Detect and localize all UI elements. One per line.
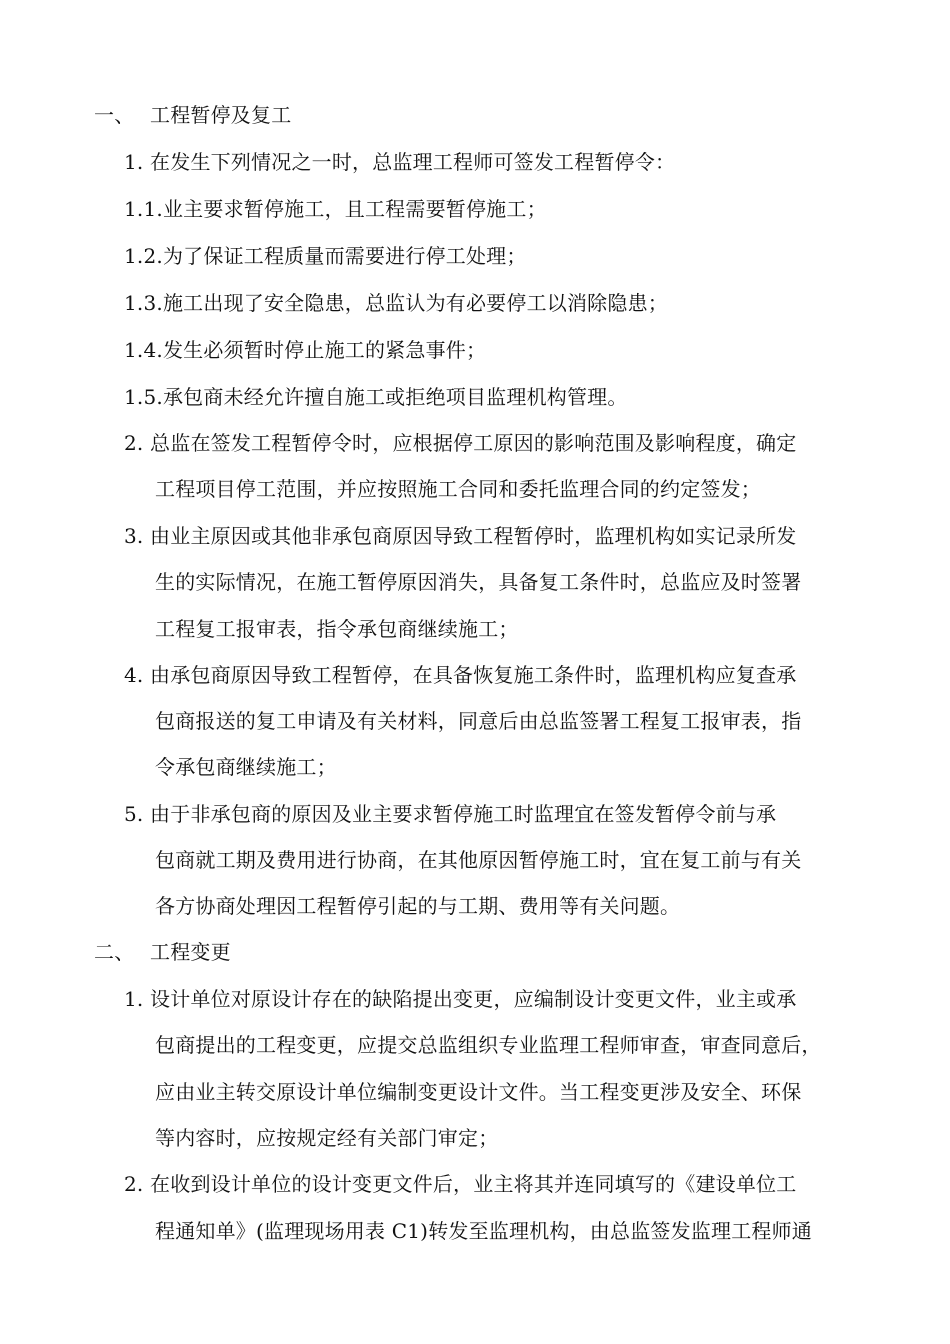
section-title: 工程暂停及复工 bbox=[150, 103, 292, 127]
paragraph-line: 包商就工期及费用进行协商，在其他原因暂停施工时，宜在复工前与有关 bbox=[155, 848, 802, 872]
paragraph-line: 3. 由业主原因或其他非承包商原因导致工程暂停时，监理机构如实记录所发 bbox=[124, 524, 797, 548]
paragraph-line: 程通知单》(监理现场用表 C1)转发至监理机构，由总监签发监理工程师通 bbox=[155, 1219, 812, 1243]
section-number: 二、 bbox=[94, 940, 135, 964]
paragraph-line: 包商提出的工程变更，应提交总监组织专业监理工程师审查，审查同意后， bbox=[155, 1033, 822, 1057]
paragraph-line: 1.1.业主要求暂停施工，且工程需要暂停施工； bbox=[124, 197, 547, 221]
paragraph-line: 应由业主转交原设计单位编制变更设计文件。当工程变更涉及安全、环保 bbox=[155, 1080, 802, 1104]
paragraph-line: 1. 设计单位对原设计存在的缺陷提出变更，应编制设计变更文件，业主或承 bbox=[124, 987, 797, 1011]
paragraph-line: 包商报送的复工申请及有关材料，同意后由总监签署工程复工报审表，指 bbox=[155, 709, 802, 733]
paragraph-line: 4. 由承包商原因导致工程暂停，在具备恢复施工条件时，监理机构应复查承 bbox=[124, 663, 797, 687]
section-number: 一、 bbox=[94, 103, 135, 127]
paragraph-line: 2. 在收到设计单位的设计变更文件后，业主将其并连同填写的《建设单位工 bbox=[124, 1172, 797, 1196]
paragraph-line: 1.2.为了保证工程质量而需要进行停工处理； bbox=[124, 244, 527, 268]
paragraph-line: 2. 总监在签发工程暂停令时，应根据停工原因的影响范围及影响程度，确定 bbox=[124, 431, 797, 455]
paragraph-line: 各方协商处理因工程暂停引起的与工期、费用等有关问题。 bbox=[155, 894, 681, 918]
paragraph-line: 1.5.承包商未经允许擅自施工或拒绝项目监理机构管理。 bbox=[124, 385, 628, 409]
paragraph-line: 工程复工报审表，指令承包商继续施工； bbox=[155, 617, 519, 641]
paragraph-line: 等内容时，应按规定经有关部门审定； bbox=[155, 1126, 499, 1150]
paragraph-line: 5. 由于非承包商的原因及业主要求暂停施工时监理宜在签发暂停令前与承 bbox=[124, 802, 777, 826]
paragraph-line: 1. 在发生下列情况之一时，总监理工程师可签发工程暂停令： bbox=[124, 150, 676, 174]
paragraph-line: 1.3.施工出现了安全隐患，总监认为有必要停工以消除隐患； bbox=[124, 291, 668, 315]
paragraph-line: 生的实际情况，在施工暂停原因消失，具备复工条件时，总监应及时签署 bbox=[155, 570, 802, 594]
section-title: 工程变更 bbox=[150, 940, 231, 964]
paragraph-line: 令承包商继续施工； bbox=[155, 755, 337, 779]
paragraph-line: 工程项目停工范围，并应按照施工合同和委托监理合同的约定签发； bbox=[155, 477, 761, 501]
paragraph-line: 1.4.发生必须暂时停止施工的紧急事件； bbox=[124, 338, 487, 362]
